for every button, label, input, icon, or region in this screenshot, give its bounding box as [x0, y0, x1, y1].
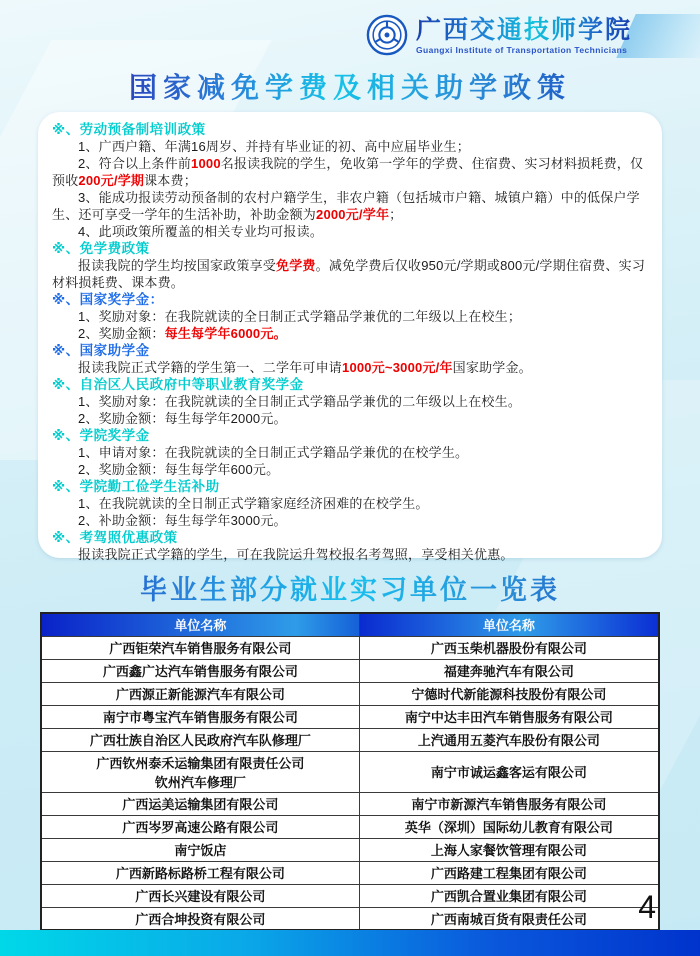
page-number: 4 — [638, 889, 656, 925]
unit-name-cell: 广西长兴建设有限公司 — [41, 884, 359, 907]
unit-name-cell: 广西钜荣汽车销售服务有限公司 — [41, 636, 359, 659]
unit-name-cell: 南宁市诚运鑫客运有限公司 — [359, 751, 659, 792]
page-title-units-table: 毕业生部分就业实习单位一览表 — [0, 568, 700, 607]
body-text: 2、奖励金额： — [78, 326, 165, 341]
unit-name-cell: 广西钦州泰禾运输集团有限责任公司 钦州汽车修理厂 — [41, 751, 359, 792]
policy-heading: ※、免学费政策 — [52, 241, 150, 256]
policy-item — [52, 444, 648, 461]
page-title-policies: 国家减免学费及相关助学政策 — [0, 66, 700, 106]
body-text: 1、广西户籍、年满16周岁、并持有毕业证的初、高中应届毕业生； — [78, 139, 470, 154]
column-header: 单位名称 — [41, 613, 359, 636]
policy-item — [52, 546, 648, 563]
policy-item — [52, 410, 648, 427]
body-text: 2、补助金额：每生每学年3000元。 — [78, 513, 287, 528]
school-brand — [366, 14, 632, 56]
policy-heading: ※、劳动预备制培训政策 — [52, 122, 206, 137]
column-header: 单位名称 — [359, 613, 659, 636]
highlighted-text: 1000 — [191, 156, 221, 171]
unit-name-cell: 上海人家餐饮管理有限公司 — [359, 838, 659, 861]
policy-item — [52, 308, 648, 325]
body-text: 2、奖励金额：每生每学年600元。 — [78, 462, 280, 477]
table-row — [41, 705, 659, 728]
policy-item — [52, 189, 648, 223]
policy-item — [52, 325, 648, 342]
unit-name-cell: 南宁市粤宝汽车销售服务有限公司 — [41, 705, 359, 728]
unit-name-cell: 广西路建工程集团有限公司 — [359, 861, 659, 884]
policy-item — [52, 155, 648, 189]
policy-item — [52, 512, 648, 529]
unit-name-cell: 南宁市新源汽车销售服务有限公司 — [359, 792, 659, 815]
highlighted-text: 免学费 — [276, 258, 316, 273]
unit-name-cell: 广西运美运输集团有限公司 — [41, 792, 359, 815]
body-text: 报读我院的学生均按国家政策享受 — [78, 258, 277, 273]
body-text: 报读我院正式学籍的学生第一、二学年可申请 — [78, 360, 343, 375]
unit-name-cell: 宁德时代新能源科技股份有限公司 — [359, 682, 659, 705]
policy-item — [52, 138, 648, 155]
unit-name-cell: 广西玉柴机器股份有限公司 — [359, 636, 659, 659]
table-row — [41, 636, 659, 659]
policy-heading: ※、自治区人民政府中等职业教育奖学金 — [52, 377, 304, 392]
policy-heading: ※、考驾照优惠政策 — [52, 530, 178, 545]
body-text: 1、申请对象：在我院就读的全日制正式学籍品学兼优的在校学生。 — [78, 445, 469, 460]
policy-heading: ※、学院勤工俭学生活补助 — [52, 479, 220, 494]
policy-list — [38, 112, 662, 562]
table-header-row — [41, 613, 659, 636]
unit-name-cell: 上汽通用五菱汽车股份有限公司 — [359, 728, 659, 751]
body-text: 报读我院正式学籍的学生，可在我院运升驾校报名考驾照，享受相关优惠。 — [78, 547, 514, 562]
unit-name-cell: 广西新路标路桥工程有限公司 — [41, 861, 359, 884]
unit-name-cell: 广西岑罗高速公路有限公司 — [41, 815, 359, 838]
unit-name-cell: 广西凯合置业集团有限公司 — [359, 884, 659, 907]
body-text: 课本费； — [144, 173, 197, 188]
table-row — [41, 861, 659, 884]
table-row — [41, 792, 659, 815]
body-text: 国家助学金。 — [452, 360, 532, 375]
school-logo-icon — [366, 14, 408, 56]
policy-heading: ※、国家奖学金： — [52, 292, 164, 307]
page-header — [0, 12, 700, 70]
bottom-bar-decoration — [0, 930, 700, 956]
body-text: 2、奖励金额：每生每学年2000元。 — [78, 411, 287, 426]
table-row — [41, 728, 659, 751]
unit-name-cell: 广西源正新能源汽车有限公司 — [41, 682, 359, 705]
unit-name-cell: 广西鑫广达汽车销售服务有限公司 — [41, 659, 359, 682]
table-row — [41, 659, 659, 682]
body-text: 。减免学费后仅收950元/学期或800元/学期住宿费、实习材料损耗费、课本费。 — [52, 258, 646, 290]
table-row — [41, 751, 659, 792]
employment-units-table — [40, 612, 660, 931]
highlighted-text: 1000元~3000元/年 — [342, 360, 453, 375]
policy-item — [52, 495, 648, 512]
table-row — [41, 884, 659, 907]
unit-name-cell: 广西南城百货有限责任公司 — [359, 907, 659, 930]
body-text: 1、在我院就读的全日制正式学籍家庭经济困难的在校学生。 — [78, 496, 429, 511]
table-row — [41, 682, 659, 705]
unit-name-cell: 南宁饭店 — [41, 838, 359, 861]
policy-item — [52, 359, 648, 376]
policy-heading: ※、国家助学金 — [52, 343, 150, 358]
body-text: 名报读我院的学生，免收第一学年的学费、住宿费、实习材料损耗费，仅预收 — [52, 156, 644, 188]
body-text: 2、符合以上条件前 — [78, 156, 192, 171]
highlighted-text: 每生每学年6000元。 — [164, 326, 287, 341]
school-name-english: Guangxi Institute of Transportation Technicians — [415, 44, 628, 55]
unit-name-cell: 广西壮族自治区人民政府汽车队修理厂 — [41, 728, 359, 751]
body-text: 3、能成功报读劳动预备制的农村户籍学生，非农户籍（包括城市户籍、城镇户籍）中的低保户学生、还可享受一学年的生活补助，补助金额为 — [52, 190, 640, 222]
body-text: 1、奖励对象：在我院就读的全日制正式学籍品学兼优的二年级以上在校生； — [78, 309, 522, 324]
policy-item — [52, 223, 648, 240]
highlighted-text: 2000元/学年 — [316, 207, 390, 222]
unit-name-cell: 福建奔驰汽车有限公司 — [359, 659, 659, 682]
unit-name-cell: 英华（深圳）国际幼儿教育有限公司 — [359, 815, 659, 838]
body-text: ； — [389, 207, 403, 222]
table-row — [41, 838, 659, 861]
policy-item — [52, 461, 648, 478]
policy-item — [52, 257, 648, 291]
table-row — [41, 907, 659, 930]
table-row — [41, 815, 659, 838]
unit-name-cell: 南宁中达丰田汽车销售服务有限公司 — [359, 705, 659, 728]
school-name: 广西交通技师学院 — [415, 15, 632, 44]
policy-item — [52, 393, 648, 410]
unit-name-cell: 广西合坤投资有限公司 — [41, 907, 359, 930]
policy-heading: ※、学院奖学金 — [52, 428, 150, 443]
highlighted-text: 200元/学期 — [78, 173, 145, 188]
body-text: 1、奖励对象：在我院就读的全日制正式学籍品学兼优的二年级以上在校生。 — [78, 394, 522, 409]
body-text: 4、此项政策所覆盖的相关专业均可报读。 — [78, 224, 324, 239]
